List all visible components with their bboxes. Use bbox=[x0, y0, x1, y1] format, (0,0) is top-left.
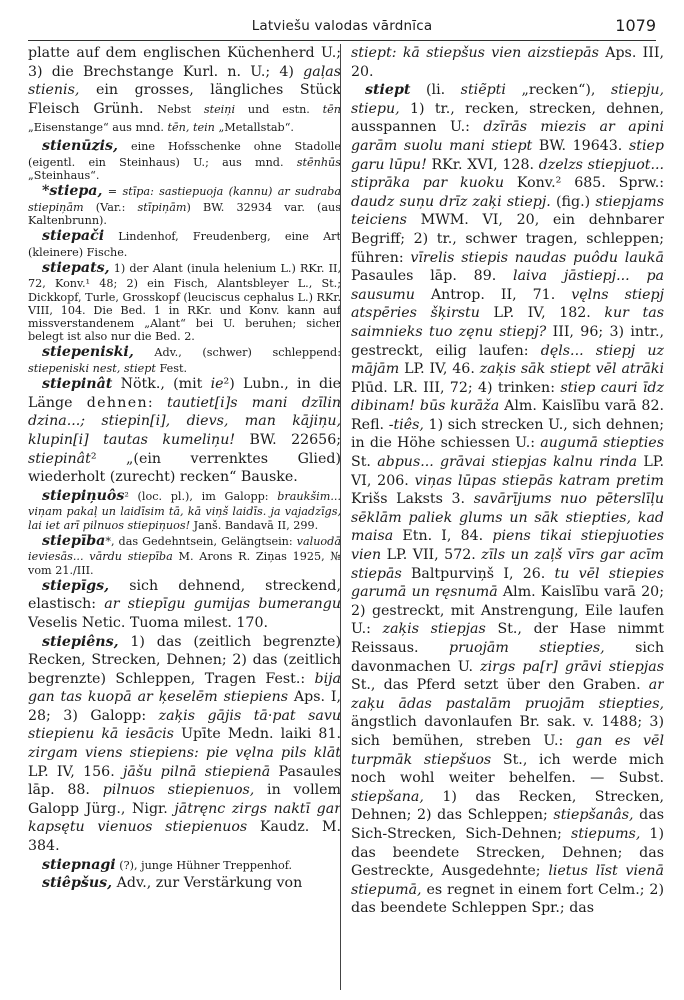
example-text: ie bbox=[210, 376, 224, 393]
entry-text: LP. IV, 156. bbox=[28, 763, 124, 780]
example-text: vīrelis stiepis naudas puôdu laukā bbox=[410, 249, 664, 266]
example-text: tēn bbox=[322, 102, 341, 116]
entry-text: LP. VII, 572. bbox=[381, 547, 482, 564]
example-text: dzelzs stiepjuot... stiprāka par kuoku bbox=[351, 156, 664, 192]
entry-text: (Var.: bbox=[83, 200, 138, 214]
example-text: ar zaķu ādas pastalām pruojām stiepties, bbox=[351, 677, 664, 712]
example-text: daudz suņu drīz zaķi stiepj. bbox=[351, 193, 551, 210]
entry-text: Krišs Laksts 3. bbox=[351, 491, 474, 508]
headword: stiêpšus, bbox=[42, 875, 113, 892]
entry-text: Nebst bbox=[157, 102, 204, 116]
entry-text: Nötk., (mit bbox=[112, 376, 211, 393]
example-text: stiepšana, bbox=[351, 788, 424, 805]
headword: stiepība bbox=[42, 532, 106, 549]
entry-text: 1) sich strecken U., sich dehnen; in die Höhe schiessen U.: bbox=[351, 416, 664, 452]
entry-text: Pasaules lāp. 89. bbox=[351, 268, 514, 285]
example-text: kur tas saimnieks tuo zęnu stiepj? bbox=[351, 305, 664, 340]
example-text: bija gan tas kuopā ar ķeselēm stiepiens bbox=[28, 670, 341, 706]
entry-text: und estn. bbox=[235, 102, 323, 116]
example-text: jātręnc zirgs naktī gar kapsętu vienuos stiepienuos bbox=[28, 800, 341, 836]
entry-text: „Steinhaus“. bbox=[28, 168, 100, 182]
entry-text: „recken“), bbox=[505, 82, 611, 99]
example-text: stiepeniski nest, stiept bbox=[28, 361, 156, 375]
example-text: tautiet[i]s mani dzīlin dzina...; stiepin[i], dievs, man kājiņu, klupin[i] tautas kumeliņu! bbox=[28, 394, 341, 448]
example-text: tu vēl stiepies garumā un ręsnumā bbox=[351, 565, 664, 601]
entry-text: (?), junge Hühner Treppenhof. bbox=[115, 858, 293, 872]
example-text: pilnuos stiepienuos, bbox=[102, 782, 255, 799]
entry-text: „Metallstab“. bbox=[214, 121, 294, 135]
headword: stiepats, bbox=[42, 259, 110, 276]
entry-text: LP. IV, 182. bbox=[479, 305, 605, 322]
entry-stiepa bbox=[28, 182, 341, 227]
entry-text: 1) das beendete Strecken, Dehnen; das Gestreckte, Ausgedehnte; bbox=[351, 825, 664, 880]
headword: stiepiêns, bbox=[42, 633, 119, 650]
entry-text: Aps. III, 20. bbox=[351, 45, 664, 80]
entry-cont-top bbox=[28, 44, 341, 137]
entry-text: MWM. VI, 20, ein dehnbarer Begriff; 2) tr., schwer tragen, schleppen; führen: bbox=[351, 212, 664, 266]
example-text: stiep cauri īdz dibinam! būs kurāža bbox=[351, 379, 664, 415]
example-text: stīpiņām bbox=[137, 200, 187, 214]
entry-text: es regnet in einem fort Celm.; 2) das beendete Schleppen Spr.; das bbox=[351, 881, 664, 917]
entry-text: BW. 22656; bbox=[235, 431, 341, 448]
example-text: stiepšanâs, bbox=[553, 807, 634, 824]
entry-cont-top-r bbox=[351, 44, 664, 81]
entry-stiepigs bbox=[28, 577, 341, 633]
entry-text: eine Hofsschenke ohne Stadolle (eigentl. ein Steinhaus) U.; aus mnd. bbox=[28, 139, 341, 169]
example-text: piens tikai stiepjuoties vien bbox=[351, 528, 664, 564]
entry-stiepiba bbox=[28, 532, 341, 577]
example-text: zīls un zaļš vīrs gar acīm stiepās bbox=[351, 547, 664, 582]
headword: stiepiņuôs bbox=[42, 487, 125, 504]
entry-text: BW. 19643. bbox=[532, 137, 629, 154]
entry-text: St., das Pferd setzt über den Graben. bbox=[351, 677, 649, 694]
entry-stiepaci bbox=[28, 227, 341, 259]
example-text: jāšu pilnā stiepienā bbox=[123, 763, 271, 780]
entry-text: ²) Lubn., in die Länge bbox=[28, 376, 341, 411]
entry-text: 1) das Recken, Strecken, Dehnen; 2) das Schleppen; bbox=[351, 788, 664, 824]
entry-text: LP. VI, 206. bbox=[351, 454, 664, 489]
entry-text: „Eisenstange“ aus mnd. bbox=[28, 121, 168, 135]
entry-text: RKr. XVI, 128. bbox=[426, 156, 539, 173]
headword: stiepači bbox=[42, 227, 105, 244]
entry-text: Pasaules lāp. 88. bbox=[28, 763, 341, 799]
entry-text: Lindenhof, Freudenberg, eine Art (kleinere) Fische. bbox=[28, 229, 341, 259]
entry-text: Plūd. LR. III, 72; 4) trinken: bbox=[351, 379, 561, 396]
entry-text: ² (loc. pl.), im Galopp: bbox=[124, 489, 278, 503]
entry-text: Upīte Medn. laiki 81. bbox=[173, 726, 341, 743]
example-text: dęls... stiepj uz mājām bbox=[351, 342, 664, 378]
example-text: valuodā ieviesās... vārdu stiepība bbox=[28, 534, 341, 564]
example-text: steiņi bbox=[203, 102, 236, 116]
entry-text: sich davonmachen U. bbox=[351, 640, 664, 675]
entry-text: platte auf dem englischen Küchenherd U.; 3) die Brechstange Kurl. n. U.; 4) bbox=[28, 45, 341, 80]
entry-stiepinuos bbox=[28, 487, 341, 532]
entry-text: 1) tr., recken, strecken, dehnen, ausspannen U.: bbox=[351, 100, 664, 136]
example-text: laiva jāstiepj... pa sausumu bbox=[351, 268, 664, 303]
example-text: gaļas stienis, bbox=[28, 63, 341, 99]
example-text: stiepinât bbox=[28, 450, 91, 467]
headword: stienūzis, bbox=[42, 137, 118, 154]
example-text: stiepums, bbox=[570, 825, 641, 842]
example-text: viņas lūpas stiepās katram pretim bbox=[414, 472, 664, 489]
entry-text: Etn. I, 84. bbox=[393, 528, 493, 545]
entry-text: ein grosses, längliches Stück Fleisch Grünh. bbox=[28, 82, 341, 117]
entry-text: (li. bbox=[410, 82, 461, 99]
example-text: stiẽpti bbox=[460, 82, 506, 99]
entry-text: 1) das (zeitlich begrenzte) Recken, Strecken, Dehnen; 2) das (zeitlich begrenzte) Schleppen, Tragen Fest.: bbox=[28, 633, 341, 687]
entry-stiepeniski bbox=[28, 343, 341, 375]
running-header bbox=[28, 16, 656, 41]
entry-text: (fig.) bbox=[550, 193, 596, 210]
page-number: 1079 bbox=[615, 16, 656, 35]
example-text: vęlns stiepj atspēries šķirstu bbox=[351, 286, 664, 322]
entry-stienuzis bbox=[28, 137, 341, 182]
entry-text: in vollem Galopp Jürg., Nigr. bbox=[28, 782, 341, 817]
entry-text: Konv.² 685. Sprw.: bbox=[504, 175, 664, 192]
headword: stiept bbox=[365, 82, 411, 99]
left-column bbox=[28, 44, 341, 990]
headword: stiepeniski, bbox=[42, 344, 134, 361]
header-title: Latviešu valodas vārdnīca bbox=[251, 18, 433, 34]
example-text: zaķis gājis tā·pat savu stiepienu kā iesācis bbox=[28, 707, 341, 743]
example-text: stiept: kā stiepšus vien aizstiepās bbox=[351, 45, 599, 61]
entry-text: = bbox=[102, 184, 123, 198]
example-text: stīpa: sastiepuoja (kannu) ar sudraba stiepiņām bbox=[28, 184, 341, 214]
headword: stiepīgs, bbox=[42, 577, 110, 594]
example-text: stiep garu lūpu! bbox=[351, 137, 664, 173]
example-text: braukšim... viņam pakaļ un laidīsim tā, kā viņš laidīs. ja vajadzīgs, lai iet arī pilnuos stiepiņuos! bbox=[28, 489, 341, 532]
example-text: dzīrās miezis ar apini garām suolu mani stiept bbox=[351, 119, 664, 154]
entry-text: St., ich werde mich noch wohl weiter behelfen. — Subst. bbox=[351, 751, 664, 787]
example-text: stēnhūs bbox=[296, 155, 341, 169]
example-text: augumā stiepties bbox=[540, 435, 664, 452]
example-text: -tiês, bbox=[388, 416, 424, 433]
headword: stiepinât bbox=[42, 376, 113, 393]
example-text: stiepju, stiepu, bbox=[351, 82, 664, 117]
example-text: tēn, tein bbox=[167, 121, 215, 135]
example-text: stiepjams teiciens bbox=[351, 193, 664, 229]
entry-text: ² „(ein verrenktes Glied) wiederholt (zurecht) recken“ Bauske. bbox=[28, 450, 341, 486]
entry-text: LP. IV, 46. bbox=[399, 361, 480, 378]
entry-stiepats bbox=[28, 259, 341, 344]
entry-text: Baltpurviņš I, 26. bbox=[401, 565, 555, 582]
entry-text: das Sich-Strecken, Sich-Dehnen; bbox=[351, 807, 664, 842]
example-text: zirgam viens stiepiens: pie vęlna pils klāt bbox=[28, 745, 341, 762]
column-divider bbox=[340, 44, 341, 990]
entry-text: Adv., zur Verstärkung von bbox=[112, 875, 303, 892]
example-text: zirgs pa[r] grāvi stiepjas bbox=[480, 658, 664, 675]
example-text: zaķis stiepjas bbox=[382, 621, 486, 638]
entry-text: ängstlich davonlaufen Br. sak. v. 1488; 3) sich bemühen, streben U.: bbox=[351, 714, 664, 749]
headword: stiepnagi bbox=[42, 856, 116, 873]
entry-text: *, das Gedehntsein, Gelängtsein: bbox=[105, 534, 297, 548]
right-column bbox=[351, 44, 664, 990]
entry-text: Alm. Kaislību varā 20; 2) gestreckt, mit Anstrengung, Eile laufen U.: bbox=[351, 584, 664, 638]
headword: *stiepa, bbox=[42, 182, 103, 199]
example-text: zaķis sāk stiept vēl atrāki bbox=[479, 361, 664, 378]
entry-text: ) BW. 32934 var. (aus Kaltenbrunn). bbox=[28, 200, 341, 227]
example-text: abpus... grāvai stiepjas kalnu rinda bbox=[377, 454, 638, 471]
entry-text: : bbox=[147, 394, 167, 411]
entry-text: III, 96; 3) intr., gestreckt, eilig laufen: bbox=[351, 323, 664, 359]
entry-text: sich dehnend, streckend, elastisch: bbox=[28, 577, 341, 613]
example-text: ar stiepīgu gumijas bumerangu bbox=[104, 596, 341, 613]
example-text: pruojām stiepties, bbox=[448, 640, 605, 656]
entry-text: dehnen bbox=[86, 394, 148, 411]
entry-stiepinat bbox=[28, 375, 341, 487]
entry-text: Adv., (schwer) schleppend: bbox=[133, 346, 341, 360]
entry-text: Veselis Netic. Tuoma milest. 170. bbox=[28, 614, 268, 631]
entry-text: Fest. bbox=[155, 361, 188, 375]
entry-text: Janš. Bandavā II, 299. bbox=[190, 518, 319, 532]
entry-stiepsus bbox=[28, 874, 341, 893]
entry-text: M. Arons R. Ziņas 1925, № vom 21./III. bbox=[28, 550, 341, 577]
entry-stiepnagi bbox=[28, 856, 341, 875]
entry-text: Alm. Kaislību varā 82. Refl. bbox=[351, 398, 664, 433]
entry-text: St., der Hase nimmt Reissaus. bbox=[351, 621, 664, 656]
entry-stiept bbox=[351, 81, 664, 918]
example-text: savārījums nuo pēterslīļu sēklām paliek glums un sāk stiepties, kad maisa bbox=[351, 491, 664, 545]
entry-text: Aps. I, 28; 3) Galopp: bbox=[28, 689, 341, 724]
entry-text: 1) der Alant (inula helenium L.) RKr. II, 72, Konv.¹ 48; 2) ein Fisch, Alantsbleyer L., St.; Dickkopf, Turle, Grosskopf (leuciscus cephalus L.) RKr. VIII, 104. Die Bed. 1 in RKr. und Konv. kann auf missverstandenem „Alant“ bei U. beruhen; sicher belegt ist also nur die Bed. 2. bbox=[28, 261, 341, 344]
example-text: lietus līst vienā stiepumā, bbox=[351, 863, 664, 898]
example-text: gan es vēl turpmāk stiepšuos bbox=[351, 732, 664, 768]
entry-stiepiens bbox=[28, 633, 341, 856]
entry-text: St. bbox=[351, 454, 378, 471]
entry-text: Antrop. II, 71. bbox=[414, 286, 572, 303]
entry-text: Kaudz. M. 384. bbox=[28, 819, 341, 855]
